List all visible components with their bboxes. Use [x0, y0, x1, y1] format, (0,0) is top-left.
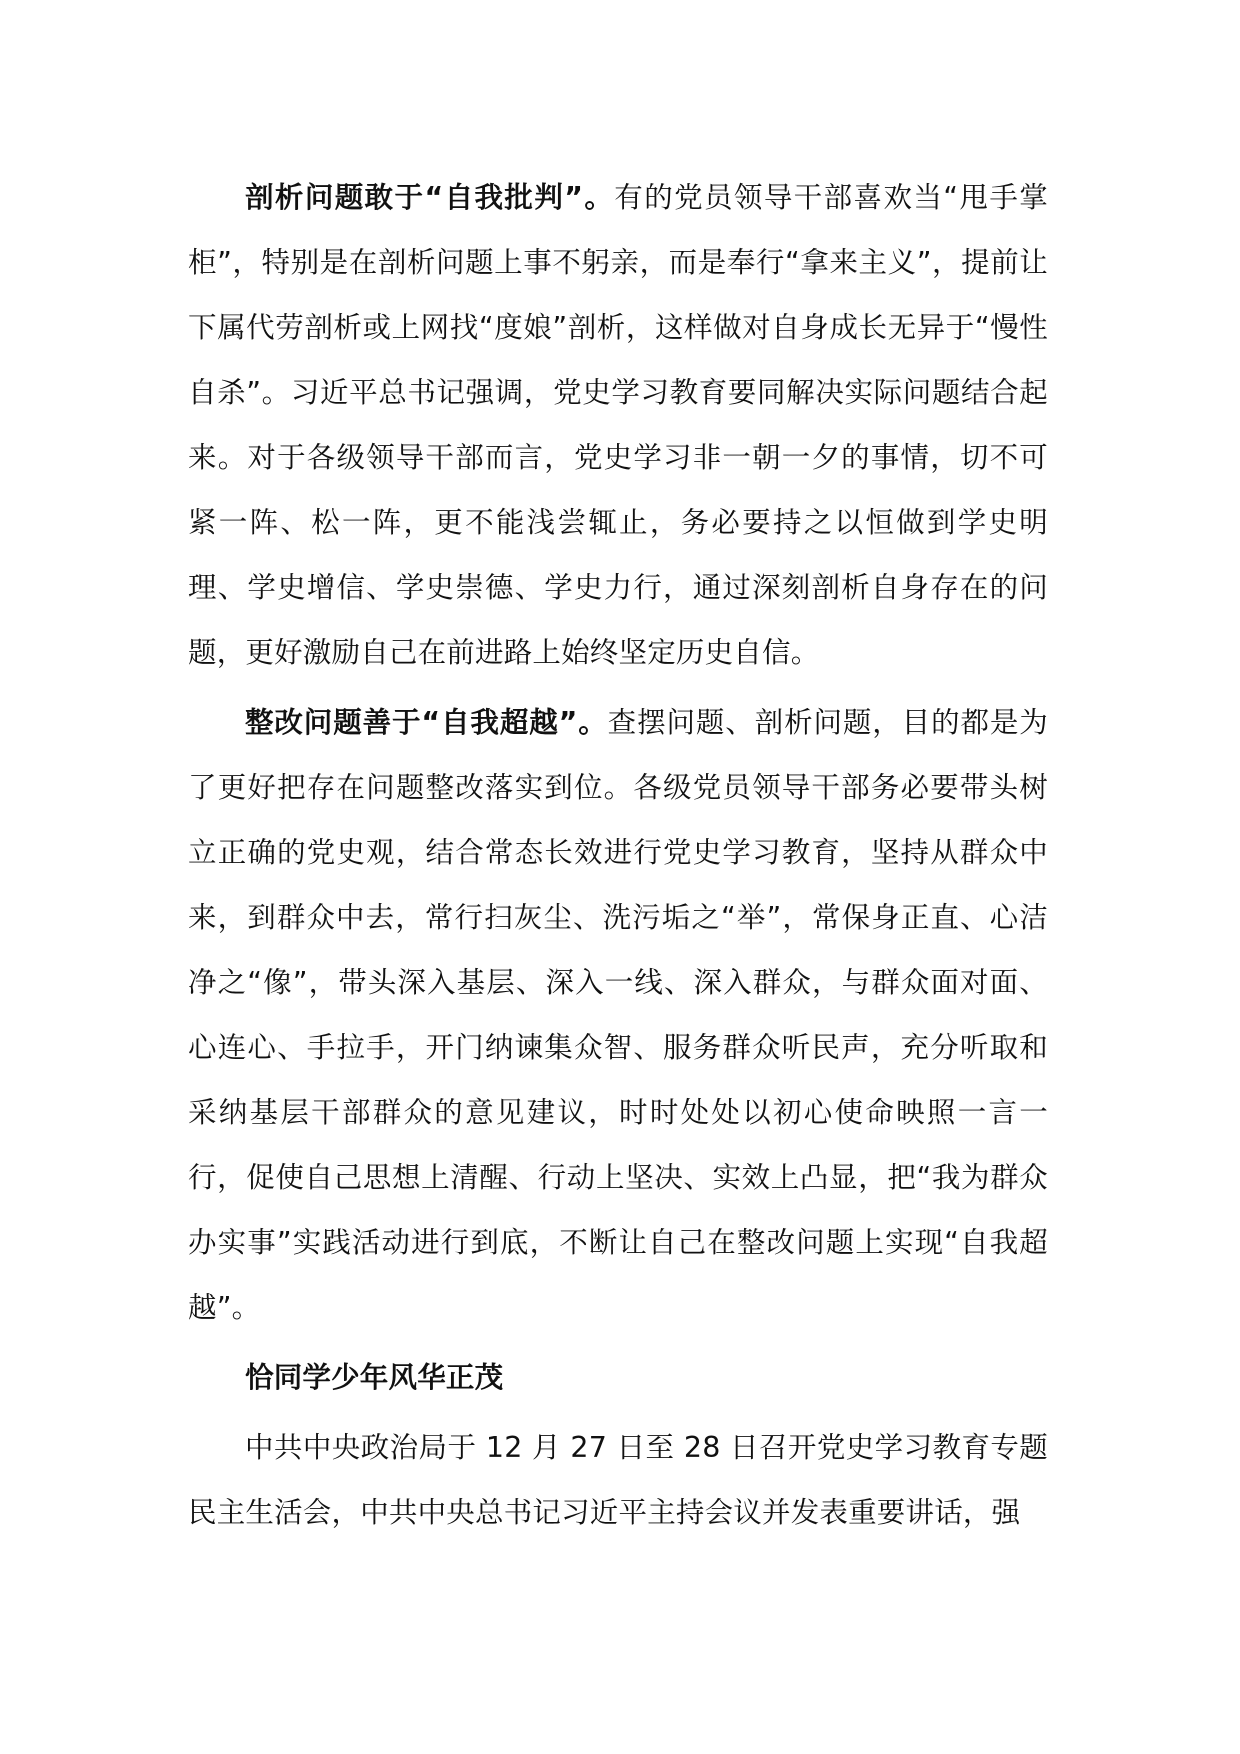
paragraph-self-criticism [188, 165, 1048, 685]
paragraph-self-surpassing [188, 690, 1048, 1340]
paragraph-lead: 整改问题善于“自我超越”。 [245, 706, 608, 739]
paragraph-lead: 剖析问题敢于“自我批判”。 [245, 181, 615, 214]
paragraph-closing: 中共中央政治局于 12 月 27 日至 28 日召开党史学习教育专题民主生活会，中共中央总书记习近平主持会议并发表重要讲话，强 [188, 1431, 1048, 1529]
paragraph-body: 有的党员领导干部喜欢当“甩手掌柜”，特别是在剖析问题上事不躬亲，而是奉行“拿来主义”，提前让下属代劳剖析或上网找“度娘”剖析，这样做对自身成长无异于“慢性自杀”。习近平总书记强调，党史学习教育要同解决实际问题结合起来。对于各级领导干部而言，党史学习非一朝一夕的事情，切不可紧一阵、松一阵，更不能浅尝辄止，务必要持之以恒做到学史明理、学史增信、学史崇德、学史力行，通过深刻剖析自身存在的问题，更好激励自己在前进路上始终坚定历史自信。 [188, 181, 1048, 669]
document-page [188, 165, 1048, 1545]
section-heading: 恰同学少年风华正茂 [245, 1361, 504, 1394]
paragraph-body: 查摆问题、剖析问题，目的都是为了更好把存在问题整改落实到位。各级党员领导干部务必要带头树立正确的党史观，结合常态长效进行党史学习教育，坚持从群众中来，到群众中去，常行扫灰尘、洗污垢之“举”，常保身正直、心洁净之“像”，带头深入基层、深入一线、深入群众，与群众面对面、心连心、手拉手，开门纳谏集众智、服务群众听民声，充分听取和采纳基层干部群众的意见建议，时时处处以初心使命映照一言一行，促使自己思想上清醒、行动上坚决、实效上凸显，把“我为群众办实事”实践活动进行到底，不断让自己在整改问题上实现“自我超越”。 [188, 706, 1048, 1324]
